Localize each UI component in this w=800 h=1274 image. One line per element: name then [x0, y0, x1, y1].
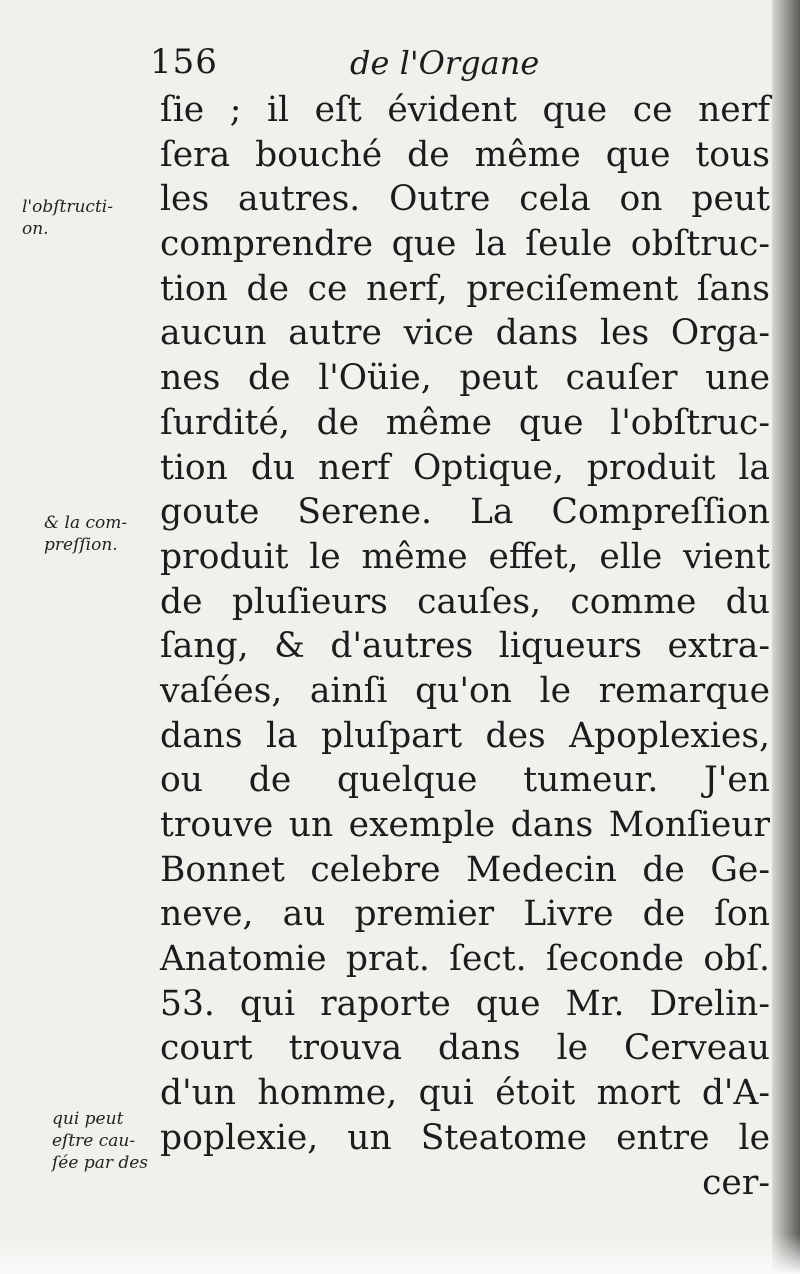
text-line: tion de ce nerf, preciſement ſans — [160, 268, 770, 309]
text-line: Bonnet celebre Medecin de Ge- — [160, 849, 770, 890]
text-line: les autres. Outre cela on peut — [160, 179, 770, 220]
margin-note-line: on. — [22, 219, 49, 239]
text-line: produit le même effet, elle vient — [160, 536, 770, 577]
text-line: 53. qui raporte que Mr. Drelin- — [160, 983, 770, 1024]
margin-note-line: ſée par des — [52, 1153, 149, 1173]
text-line: aucun autre vice dans les Orga- — [160, 313, 770, 354]
text-line: ſera bouché de même que tous — [160, 134, 770, 175]
text-line: ou de quelque tumeur. J'en — [160, 760, 770, 801]
text-line: nes de l'Oüie, peut cauſer une — [160, 358, 770, 399]
margin-note-obstruction — [22, 196, 152, 240]
page-header — [150, 42, 750, 90]
text-line: trouve un exemple dans Monſieur — [160, 805, 770, 845]
text-line: d'un homme, qui étoit mort d'A- — [160, 1073, 770, 1114]
page-bottom-fade — [0, 1234, 800, 1274]
margin-note-line: eſtre cau- — [52, 1131, 136, 1151]
text-line: Anatomie prat. ſect. ſeconde obſ. — [160, 939, 770, 980]
page-gutter-shadow — [772, 0, 800, 1274]
running-head: de l'Organe — [350, 44, 540, 82]
margin-note-line: qui peut — [52, 1109, 124, 1129]
text-line: goute Serene. La Compreſſion — [160, 492, 770, 533]
text-line: ſie ; il eſt évident que ce nerf — [160, 90, 770, 130]
text-line: poplexie, un Steatome entre le — [160, 1117, 770, 1158]
text-line: dans la pluſpart des Apoplexies, — [160, 715, 770, 756]
margin-note-compression — [44, 512, 154, 556]
catchword: cer- — [702, 1162, 770, 1203]
body-text — [160, 88, 770, 1205]
text-line: ſurdité, de même que l'obſtruc- — [160, 402, 770, 443]
page-number: 156 — [150, 42, 218, 82]
margin-note-line: & la com- — [44, 513, 128, 533]
text-line: tion du nerf Optique, produit la — [160, 447, 770, 488]
text-line: court trouva dans le Cerveau — [160, 1028, 770, 1069]
margin-note-line: preſſion. — [44, 535, 118, 555]
text-line: ſang, & d'autres liqueurs extra- — [160, 626, 770, 667]
text-line: vaſées, ainſi qu'on le remarque — [160, 670, 770, 711]
margin-note-line: l'obſtructi- — [22, 197, 113, 217]
text-line: neve, au premier Livre de ſon — [160, 894, 770, 935]
text-line: de pluſieurs cauſes, comme du — [160, 581, 770, 622]
text-line: comprendre que la ſeule obſtruc- — [160, 224, 770, 265]
